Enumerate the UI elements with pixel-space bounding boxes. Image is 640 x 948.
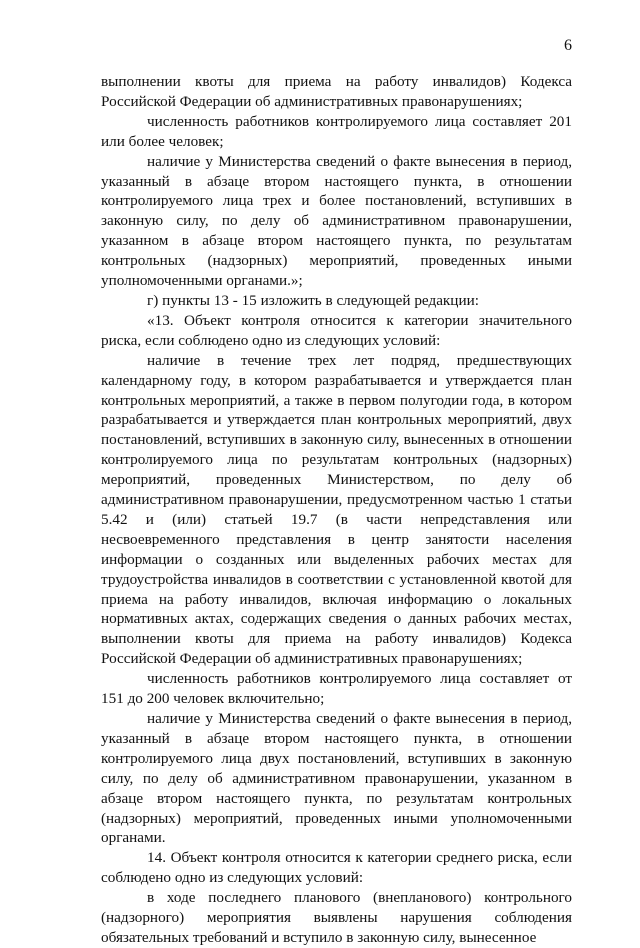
paragraph: наличие у Министерства сведений о факте вынесения в период, указанный в абзаце втором настоящего пункта, в отношении контролируемого лица двух постановлений, вступивших в законную силу, по делу об административном правонарушении, указанном в абзаце втором настоящего пункта, по результатам контрольных (надзорных) мероприятий, проведенных иными уполномоченными органами. <box>101 710 572 847</box>
paragraph: численность работников контролируемого лица составляет от 151 до 200 человек включительно; <box>101 670 572 708</box>
paragraph: г) пункты 13 - 15 изложить в следующей редакции: <box>147 291 479 309</box>
paragraph: в ходе последнего планового (внепланового) контрольного (надзорного) мероприятия выявлены нарушения соблюдения обязательных требований и вступило в законную силу, вынесенное <box>101 889 572 946</box>
page-number: 6 <box>564 37 572 54</box>
paragraph: численность работников контролируемого лица составляет 201 или более человек; <box>101 112 572 150</box>
document-body <box>101 72 572 948</box>
paragraph: наличие в течение трех лет подряд, предшествующих календарному году, в котором разрабатывается и утверждается план контрольных мероприятий, а также в первом полугодии года, в котором разрабатывается и утверждается план контрольных мероприятий, двух постановлений, вступивших в законную силу, вынесенных в отношении контролируемого лица по результатам контрольных (надзорных) мероприятий, проведенных Министерством, по делу об административном правонарушении, предусмотренном частью 1 статьи 5.42 и (или) статьей 19.7 (в части непредставления или несвоевременного представления в центр занятости населения информации о созданных или выделенных рабочих местах для трудоустройства инвалидов в соответствии с установленной квотой для приема на работу инвалидов, включая информацию о локальных нормативных актах, содержащих сведения о данных рабочих местах, выполнении квоты для приема на работу инвалидов) Кодекса Российской Федерации об административных правонарушениях; <box>101 351 572 668</box>
paragraph: 14. Объект контроля относится к категории среднего риска, если соблюдено одно из следующих условий: <box>101 849 572 887</box>
paragraph: «13. Объект контроля относится к категории значительного риска, если соблюдено одно из следующих условий: <box>101 311 572 349</box>
paragraph: наличие у Министерства сведений о факте вынесения в период, указанный в абзаце втором настоящего пункта, в отношении контролируемого лица трех и более постановлений, вступивших в законную силу, по делу об административном правонарушении, указанном в абзаце втором настоящего пункта, по результатам контрольных (надзорных) мероприятий, проведенных иными уполномоченными органами.»; <box>101 152 572 290</box>
paragraph: выполнении квоты для приема на работу инвалидов) Кодекса Российской Федерации об административных правонарушениях; <box>101 73 572 110</box>
